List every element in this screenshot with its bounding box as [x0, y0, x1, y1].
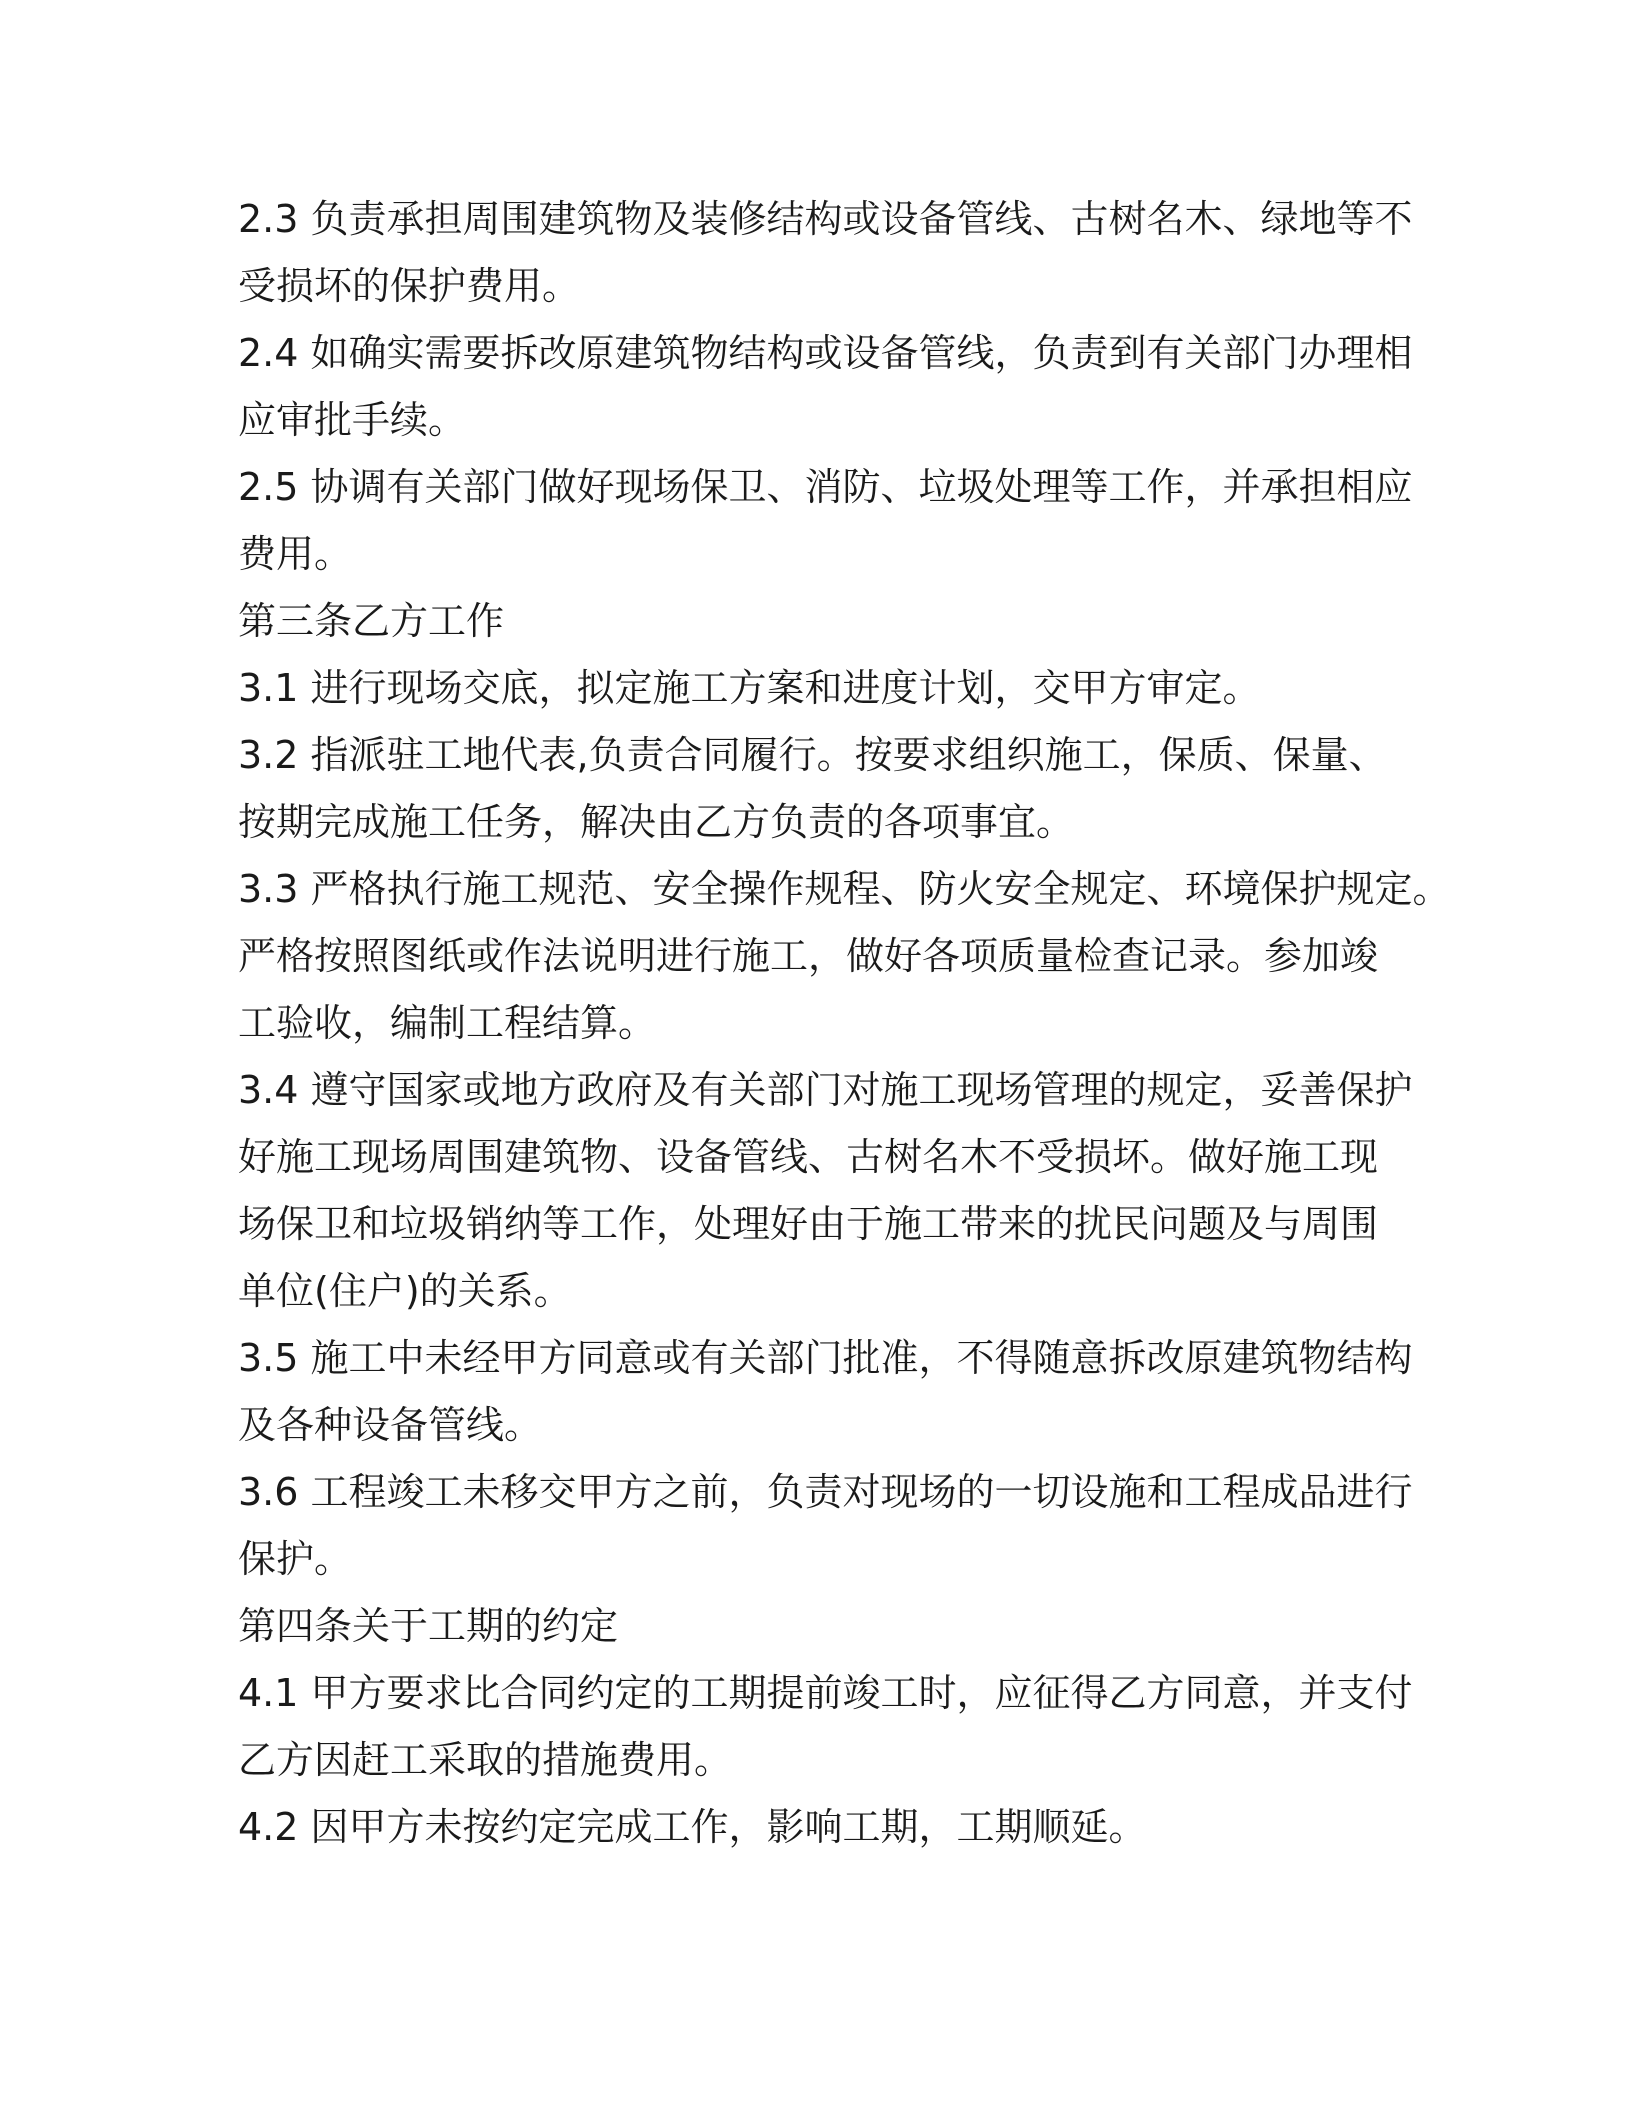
- text-line: 场保卫和垃圾销纳等工作，处理好由于施工带来的扰民问题及与周围: [238, 1202, 1379, 1246]
- text-line: 3.4 遵守国家或地方政府及有关部门对施工现场管理的规定，妥善保护: [238, 1068, 1413, 1112]
- text-line: 3.6 工程竣工未移交甲方之前，负责对现场的一切设施和工程成品进行: [238, 1470, 1413, 1514]
- text-line: 3.2 指派驻工地代表,负责合同履行。按要求组织施工，保质、保量、: [238, 733, 1387, 777]
- text-line: 2.4 如确实需要拆改原建筑物结构或设备管线，负责到有关部门办理相: [238, 331, 1413, 375]
- text-line: 3.5 施工中未经甲方同意或有关部门批准，不得随意拆改原建筑物结构: [238, 1336, 1413, 1380]
- text-line: 4.2 因甲方未按约定完成工作，影响工期，工期顺延。: [238, 1805, 1147, 1849]
- section-heading: 第三条乙方工作: [238, 599, 505, 643]
- document-body: [238, 186, 1451, 1861]
- text-line: 费用。: [238, 532, 353, 576]
- text-line: 按期完成施工任务，解决由乙方负责的各项事宜。: [238, 800, 1075, 844]
- text-line: 单位(住户)的关系。: [238, 1269, 572, 1313]
- text-line: 3.3 严格执行施工规范、安全操作规程、防火安全规定、环境保护规定。: [238, 867, 1451, 911]
- text-line: 严格按照图纸或作法说明进行施工，做好各项质量检查记录。参加竣: [238, 934, 1379, 978]
- text-line: 2.3 负责承担周围建筑物及装修结构或设备管线、古树名木、绿地等不: [238, 197, 1413, 241]
- text-line: 乙方因赶工采取的措施费用。: [238, 1738, 733, 1782]
- text-line: 工验收，编制工程结算。: [238, 1001, 657, 1045]
- text-line: 3.1 进行现场交底，拟定施工方案和进度计划，交甲方审定。: [238, 666, 1261, 710]
- section-heading: 第四条关于工期的约定: [238, 1604, 619, 1648]
- text-line: 受损坏的保护费用。: [238, 264, 581, 308]
- text-line: 好施工现场周围建筑物、设备管线、古树名木不受损坏。做好施工现: [238, 1135, 1379, 1179]
- text-line: 及各种设备管线。: [238, 1403, 543, 1447]
- text-line: 2.5 协调有关部门做好现场保卫、消防、垃圾处理等工作，并承担相应: [238, 465, 1413, 509]
- text-line: 应审批手续。: [238, 398, 467, 442]
- text-line: 4.1 甲方要求比合同约定的工期提前竣工时，应征得乙方同意，并支付: [238, 1671, 1413, 1715]
- text-line: 保护。: [238, 1537, 353, 1581]
